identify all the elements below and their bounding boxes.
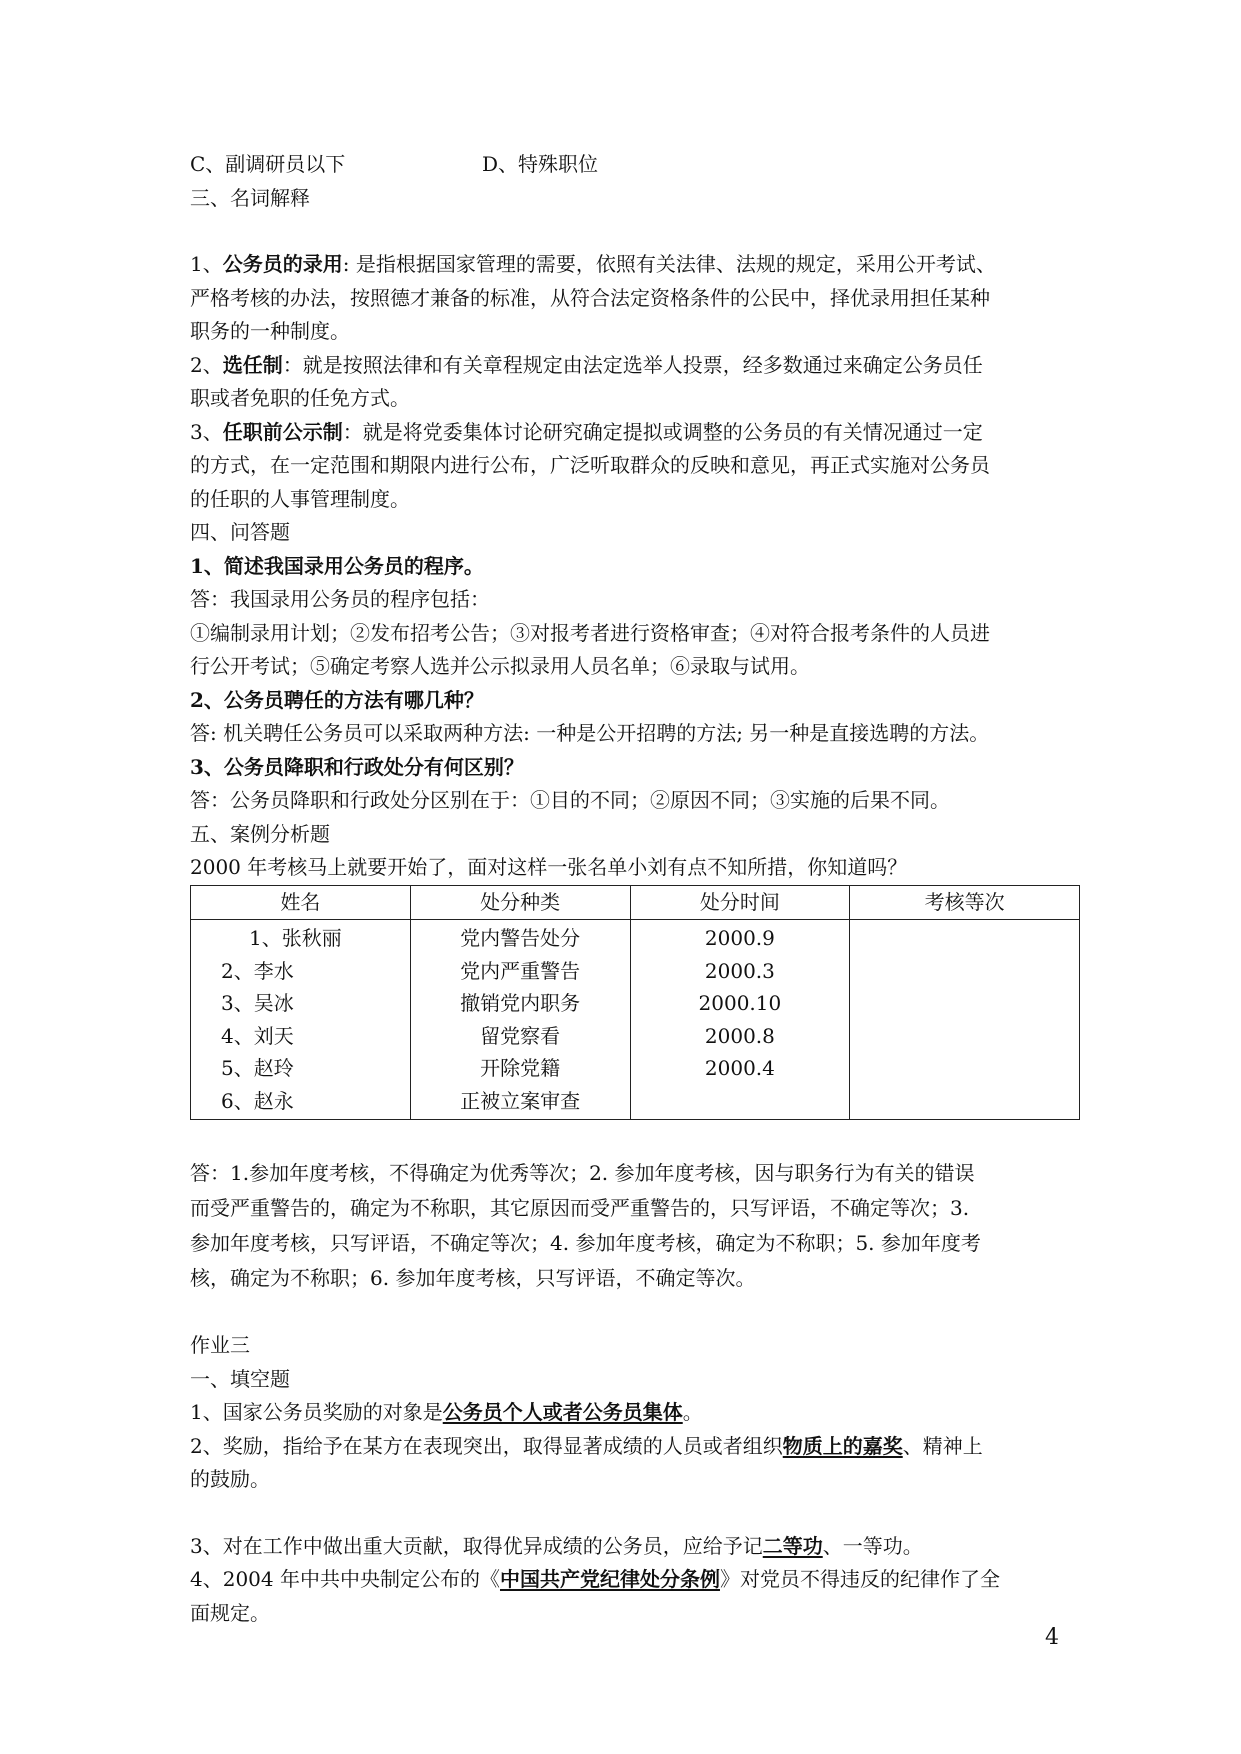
table-cell: 撤销党内职务 bbox=[460, 991, 581, 1015]
table-cell: 开除党籍 bbox=[480, 1056, 561, 1080]
fill-item: 1、国家公务员奖励的对象是公务员个人或者公务员集体。 bbox=[190, 1400, 703, 1424]
term-name: 任职前公示制 bbox=[222, 419, 343, 444]
table-cell: 1、张秋丽 bbox=[249, 926, 342, 950]
option-c: C、副调研员以下 bbox=[190, 152, 346, 176]
times-cell bbox=[630, 920, 850, 1120]
table-cell: 党内严重警告 bbox=[460, 958, 581, 983]
term-definition: 2、选任制：就是按照法律和有关章程规定由法定选举人投票，经多数通过来确定公务员任 职或者免职的任免方式。 bbox=[190, 352, 983, 410]
section-title: 四、问答题 bbox=[190, 520, 290, 544]
homework-title: 作业三 bbox=[190, 1333, 250, 1357]
column-header: 处分种类 bbox=[410, 885, 630, 920]
table-cell: 5、赵玲 bbox=[221, 1056, 294, 1080]
answer-line: ①编制录用计划；②发布招考公告；③对报考者进行资格审查；④对符合报考条件的人员进 bbox=[190, 620, 990, 645]
column-header: 处分时间 bbox=[630, 885, 850, 920]
case-answer: 答：1.参加年度考核，不得确定为优秀等次；2. 参加年度考核，因与职务行为有关的错误 而受严重警告的，确定为不称职，其它原因而受严重警告的，只写评语，不确定等次；3. 参加年度考核，只写评语，不确定等次；4. 参加年度考核，确定为不称职；5. 参加年度考 核，确定为不称职；6. 参加年度考核，只写评语，不确定等次。 bbox=[190, 1161, 981, 1290]
page-number: 4 bbox=[1045, 1625, 1059, 1650]
table-cell: 党内警告处分 bbox=[460, 926, 581, 950]
term-definition: 1、公务员的录用: 是指根据国家管理的需要，依照有关法律、法规的规定，采用公开考试、 严格考核的办法，按照德才兼备的标准，从符合法定资格条件的公民中，择优录用担任某种 职务的一种制度。 bbox=[190, 252, 996, 343]
fill-item: 2、奖励，指给予在某方在表现突出，取得显著成绩的人员或者组织物质上的嘉奖、精神上 bbox=[190, 1433, 983, 1458]
table-cell: 6、赵永 bbox=[221, 1088, 294, 1113]
table-cell: 正被立案审查 bbox=[460, 1088, 581, 1113]
column-header: 姓名 bbox=[191, 885, 411, 920]
table-cell: 2000.9 bbox=[704, 926, 775, 950]
types-cell bbox=[410, 920, 630, 1120]
qa-item bbox=[190, 751, 1070, 818]
grade-cell bbox=[850, 920, 1080, 1120]
answer-blank: 物质上的嘉奖 bbox=[782, 1433, 903, 1458]
answer-line: 答：公务员降职和行政处分区别在于：①目的不同；②原因不同；③实施的后果不同。 bbox=[190, 788, 950, 812]
answer-blank: 二等功 bbox=[762, 1533, 823, 1558]
column-header: 考核等次 bbox=[850, 885, 1080, 920]
case-intro: 2000 年考核马上就要开始了，面对这样一张名单小刘有点不知所措，你知道吗？ bbox=[190, 855, 908, 879]
table-cell: 2000.3 bbox=[704, 958, 775, 983]
table-header-row bbox=[191, 885, 1080, 920]
table-cell: 2、李水 bbox=[221, 958, 294, 983]
names-cell bbox=[191, 920, 411, 1120]
question: 2、公务员聘任的方法有哪几种？ bbox=[190, 687, 484, 712]
answer-line: 答: 机关聘任公务员可以采取两种方法: 一种是公开招聘的方法; 另一种是直接选聘的方法。 bbox=[190, 721, 990, 745]
answer-blank: 公务员个人或者公务员集体 bbox=[442, 1400, 683, 1424]
table-cell: 2000.8 bbox=[704, 1023, 775, 1048]
table-cell: 2000.4 bbox=[704, 1056, 775, 1080]
fill-item: 3、对在工作中做出重大贡献，取得优异成绩的公务员，应给予记二等功、一等功。 bbox=[190, 1533, 923, 1558]
term-definition: 3、任职前公示制：就是将党委集体讨论研究确定提拟或调整的公务员的有关情况通过一定 的方式，在一定范围和期限内进行公布，广泛听取群众的反映和意见，再正式实施对公务员 的任职的人事管理制度。 bbox=[190, 419, 990, 511]
answer-line: 行公开考试；⑤确定考察人选并公示拟录用人员名单；⑥录取与试用。 bbox=[190, 654, 810, 678]
term-name: 公务员的录用 bbox=[222, 252, 343, 276]
answer-line: 答：我国录用公务员的程序包括： bbox=[190, 587, 490, 611]
table-cell: 2000.10 bbox=[698, 991, 782, 1015]
table-cell: 3、吴冰 bbox=[221, 991, 294, 1015]
qa-item bbox=[190, 550, 1070, 684]
document-body: C、副调研员以下 D、特殊职位 三、名词解释 1、公务员的录用: 是指根据国家管理的需要，依照有关法律、法规的规定，采用公开考试、 严格考核的办法，按照德才兼备的标准，从符合法定资格条件的公民中，择优录用担任某种 职务的一种制度。 2、选任制：就是按照法律和有关章程规定由法定选举人投票，经多数通过来确定公务员任 职或者免职的任免方式。 3、任职前公示制：就是将党委集体讨论研究确定提拟或调整的公务员的有关情况通过一定 的方式，在一定范围和期限内进行公布，广泛听取群众的反映和意见，再正式实施对公务员 的任职的人事管理制度。 四、问答题 1、简述我国录用公务员的程序。 答：我国录用公务员的程序包括： ①编制录用计划；②发布招考公告；③对报考者进行资格审查；④对符合报考条件的人员进 行公开考试；⑤确定考察人选并公示拟录用人员名单；⑥录取与试用。 2、公务员聘任的方法有哪几种？ 答: 机关聘任公务员可以采取两种方法: 一种是公开招聘的方法; 另一种是直接选聘的方法。 3、公务员降职和行政处分有何区别？ 答：公务员降职和行政处分区别在于：①目的不同；②原因不同；③实施的后果不同。 五、案例分析题 2000 年考核马上就要开始了，面对这样一张名单小刘有点不知所措，你知道吗？ 姓名 处分种类 处分时间 考核等次 1、张秋丽 2、李水 3、吴冰 4、刘天 5、赵玲 6、赵永 党内警告处分 党内严重警告 撤销党内职务 留党察看 开除党籍 正被立案审查 2000.9 2000.3 2000.10 2000.8 2000.4 答：1.参加年度考核，不得确定为优秀等次；2. 参加年度考核，因与职务行为有关的错误 而受严重警告的，确定为不称职，其它原因而受严重警告的，只写评语，不确定等次；3. 参加年度考核，只写评语，不确定等次；4. 参加年度考核，确定为不称职；5. 参加年度考 核，确定为不称职；6. 参加年度考核，只写评语，不确定等次。 作业三 一、填空题 1、国家公务员奖励的对象是公务员个人或者公务员集体。 2、奖励，指给予在某方在表现突出，取得显著成绩的人员或者组织物质上的嘉奖、精神上 的鼓励。 3、对在工作中做出重大贡献，取得优异成绩的公务员，应给予记二等功、一等功。 4、2004 年中共中央制定公布的《中国共产党纪律处分条例》对党员不得违反的纪律作了全 面规定。 bbox=[190, 148, 1070, 1630]
question: 3、公务员降职和行政处分有何区别？ bbox=[190, 754, 524, 779]
option-d: D、特殊职位 bbox=[482, 152, 599, 176]
question: 1、简述我国录用公务员的程序。 bbox=[190, 553, 484, 578]
term-name: 选任制 bbox=[222, 352, 283, 377]
table-cell: 留党察看 bbox=[480, 1023, 561, 1048]
section-title: 三、名词解释 bbox=[190, 185, 310, 210]
table-cell: 4、刘天 bbox=[221, 1023, 294, 1048]
section-title: 一、填空题 bbox=[190, 1366, 290, 1391]
answer-blank: 中国共产党纪律处分条例 bbox=[499, 1567, 720, 1591]
fill-item: 4、2004 年中共中央制定公布的《中国共产党纪律处分条例》对党员不得违反的纪律作了全 bbox=[190, 1567, 1000, 1591]
case-table bbox=[190, 885, 1080, 1121]
qa-item bbox=[190, 684, 1070, 751]
table-body-row bbox=[191, 920, 1080, 1120]
section-title: 五、案例分析题 bbox=[190, 821, 330, 846]
options-line bbox=[190, 148, 1070, 182]
